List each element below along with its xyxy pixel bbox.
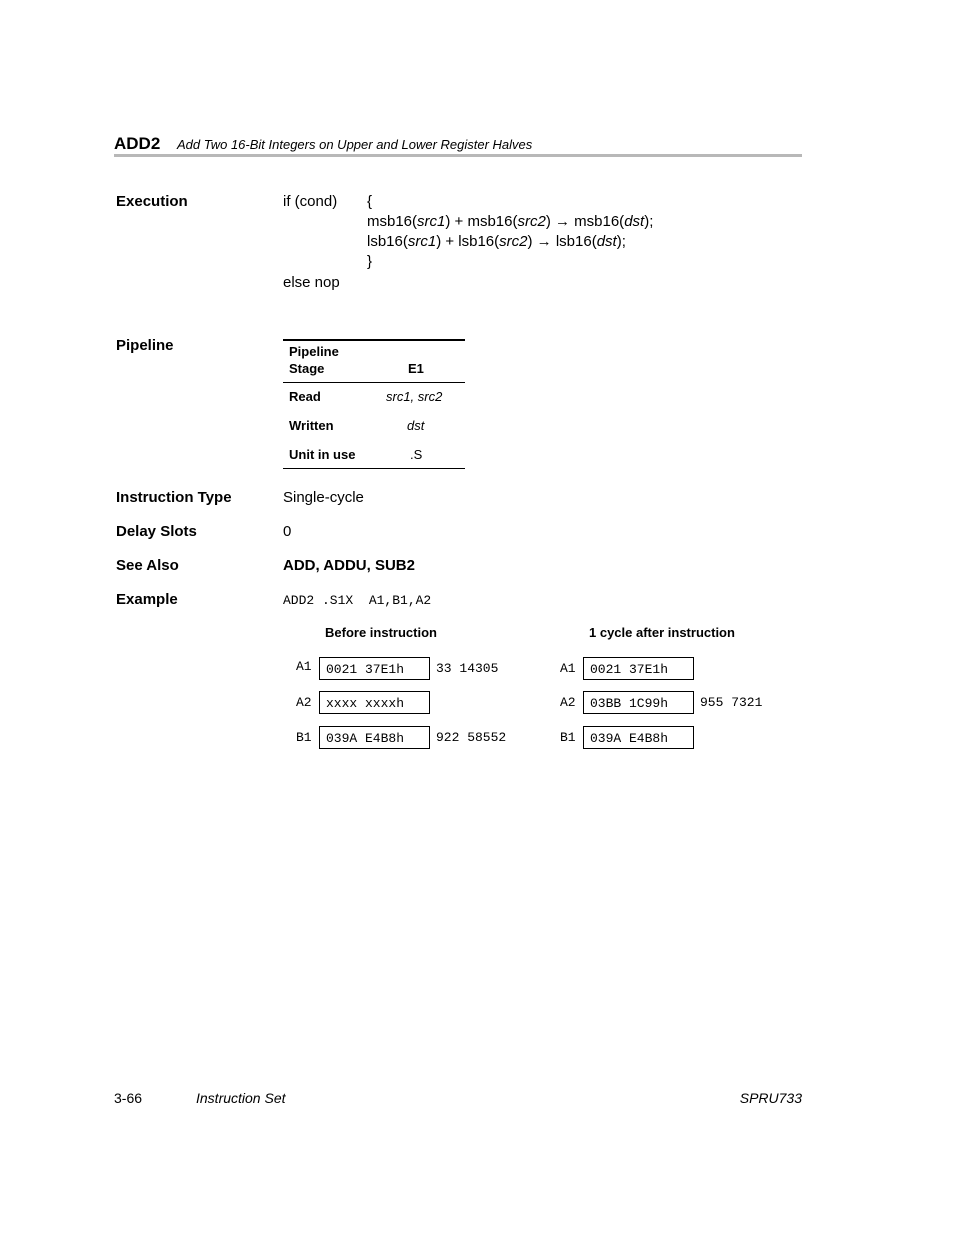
pipeline-row-value: .S [410, 447, 423, 462]
execution-condition: if (cond) [283, 193, 338, 210]
register-decimal-note: 922 58552 [436, 730, 507, 745]
execution-label: Execution [116, 193, 188, 210]
execution-else: else nop [283, 274, 340, 291]
pipeline-row-stage: Written [289, 418, 334, 433]
header-rule [114, 154, 802, 157]
pipeline-row-value: src1, src2 [386, 389, 443, 404]
register-value-box: 039A E4B8h [319, 726, 430, 749]
pipeline-label: Pipeline [116, 337, 174, 354]
register-name: A1 [296, 659, 312, 674]
example-code: ADD2 .S1X A1,B1,A2 [283, 593, 432, 608]
instruction-type-value: Single-cycle [283, 489, 364, 506]
execution-open-brace: { [367, 193, 373, 210]
register-decimal-note: 33 14305 [436, 661, 499, 676]
register-value-box: xxxx xxxxh [319, 691, 430, 714]
pipeline-table-bottom-rule [283, 468, 465, 469]
execution-line-msb: msb16(src1) + msb16(src2) → msb16(dst); [367, 213, 654, 230]
register-name: B1 [296, 730, 312, 745]
instruction-type-label: Instruction Type [116, 489, 232, 506]
footer-doc-id: SPRU733 [739, 1090, 802, 1106]
see-also-value: ADD, ADDU, SUB2 [283, 557, 415, 574]
pipeline-row-stage: Read [289, 389, 321, 404]
footer-section: Instruction Set [196, 1090, 286, 1106]
after-instruction-heading: 1 cycle after instruction [589, 625, 735, 640]
register-name: A2 [560, 695, 576, 710]
register-value-box: 0021 37E1h [319, 657, 430, 680]
register-decimal-note: 955 7321 [700, 695, 763, 710]
delay-slots-value: 0 [283, 523, 292, 540]
pipeline-table-header-rule [283, 382, 465, 383]
register-name: A1 [560, 661, 576, 676]
register-value-box: 03BB 1C99h [583, 691, 694, 714]
see-also-label: See Also [116, 557, 179, 574]
example-label: Example [116, 591, 178, 608]
pipeline-header-stage-1: Pipeline [289, 344, 339, 359]
register-value-box: 0021 37E1h [583, 657, 694, 680]
pipeline-header-e1: E1 [408, 361, 424, 376]
pipeline-header-stage-2: Stage [289, 361, 325, 376]
pipeline-row-value: dst [407, 418, 425, 433]
execution-line-lsb: lsb16(src1) + lsb16(src2) → lsb16(dst); [367, 233, 626, 250]
pipeline-row-stage: Unit in use [289, 447, 356, 462]
footer-page-number: 3-66 [114, 1090, 143, 1106]
delay-slots-label: Delay Slots [116, 523, 197, 540]
register-name: B1 [560, 730, 576, 745]
pipeline-table-top-rule [283, 339, 465, 341]
register-value-box: 039A E4B8h [583, 726, 694, 749]
before-instruction-heading: Before instruction [325, 625, 437, 640]
execution-close-brace: } [367, 253, 373, 270]
register-name: A2 [296, 695, 312, 710]
instruction-mnemonic: ADD2 [114, 134, 161, 153]
instruction-title: Add Two 16-Bit Integers on Upper and Lower Register Halves [177, 137, 533, 152]
